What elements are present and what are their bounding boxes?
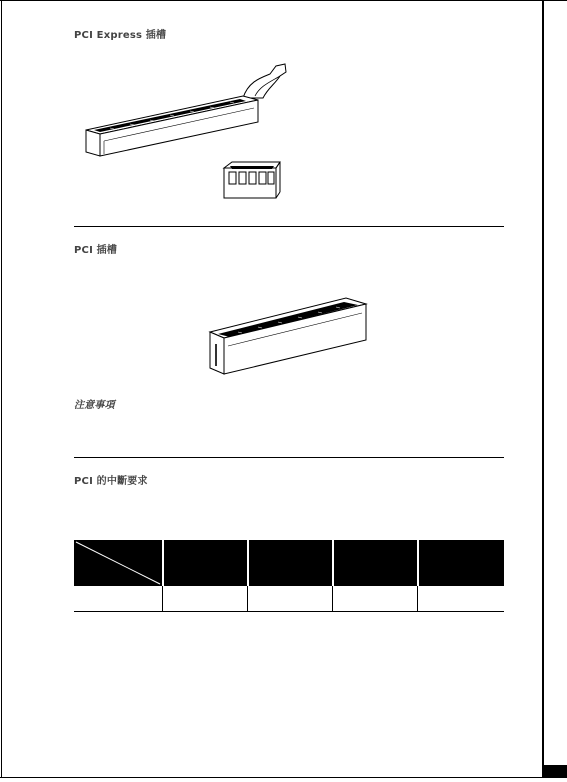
pcie-x16-slot-illustration xyxy=(80,58,300,158)
pci-interrupt-heading: PCI 的中斷要求 xyxy=(74,476,148,487)
pcie-slot-heading: PCI Express 插槽 xyxy=(74,30,167,41)
pci-slot-illustration xyxy=(208,294,372,376)
sidebar-tab xyxy=(542,765,567,778)
section-divider-1 xyxy=(74,226,504,227)
pcie-x1-slot-illustration xyxy=(222,160,282,200)
table-cell-divider xyxy=(162,586,163,611)
table-row xyxy=(74,611,504,612)
table-header-cell xyxy=(249,540,332,586)
diagonal-divider-icon xyxy=(74,540,162,586)
sidebar-rule xyxy=(542,0,544,778)
page-frame-left xyxy=(1,0,2,778)
page-frame-bottom xyxy=(0,777,567,778)
section-divider-2 xyxy=(74,457,504,458)
table-corner-header xyxy=(74,540,162,586)
table-cell-divider xyxy=(247,586,248,611)
page-frame-top xyxy=(0,0,567,1)
table-cell-divider xyxy=(332,586,333,611)
table-header-cell xyxy=(164,540,247,586)
table-cell-divider xyxy=(417,586,418,611)
pci-slot-heading: PCI 插槽 xyxy=(74,245,118,256)
table-header-cell xyxy=(334,540,417,586)
note-heading: 注意事項 xyxy=(74,400,115,411)
table-header-cell xyxy=(419,540,504,586)
